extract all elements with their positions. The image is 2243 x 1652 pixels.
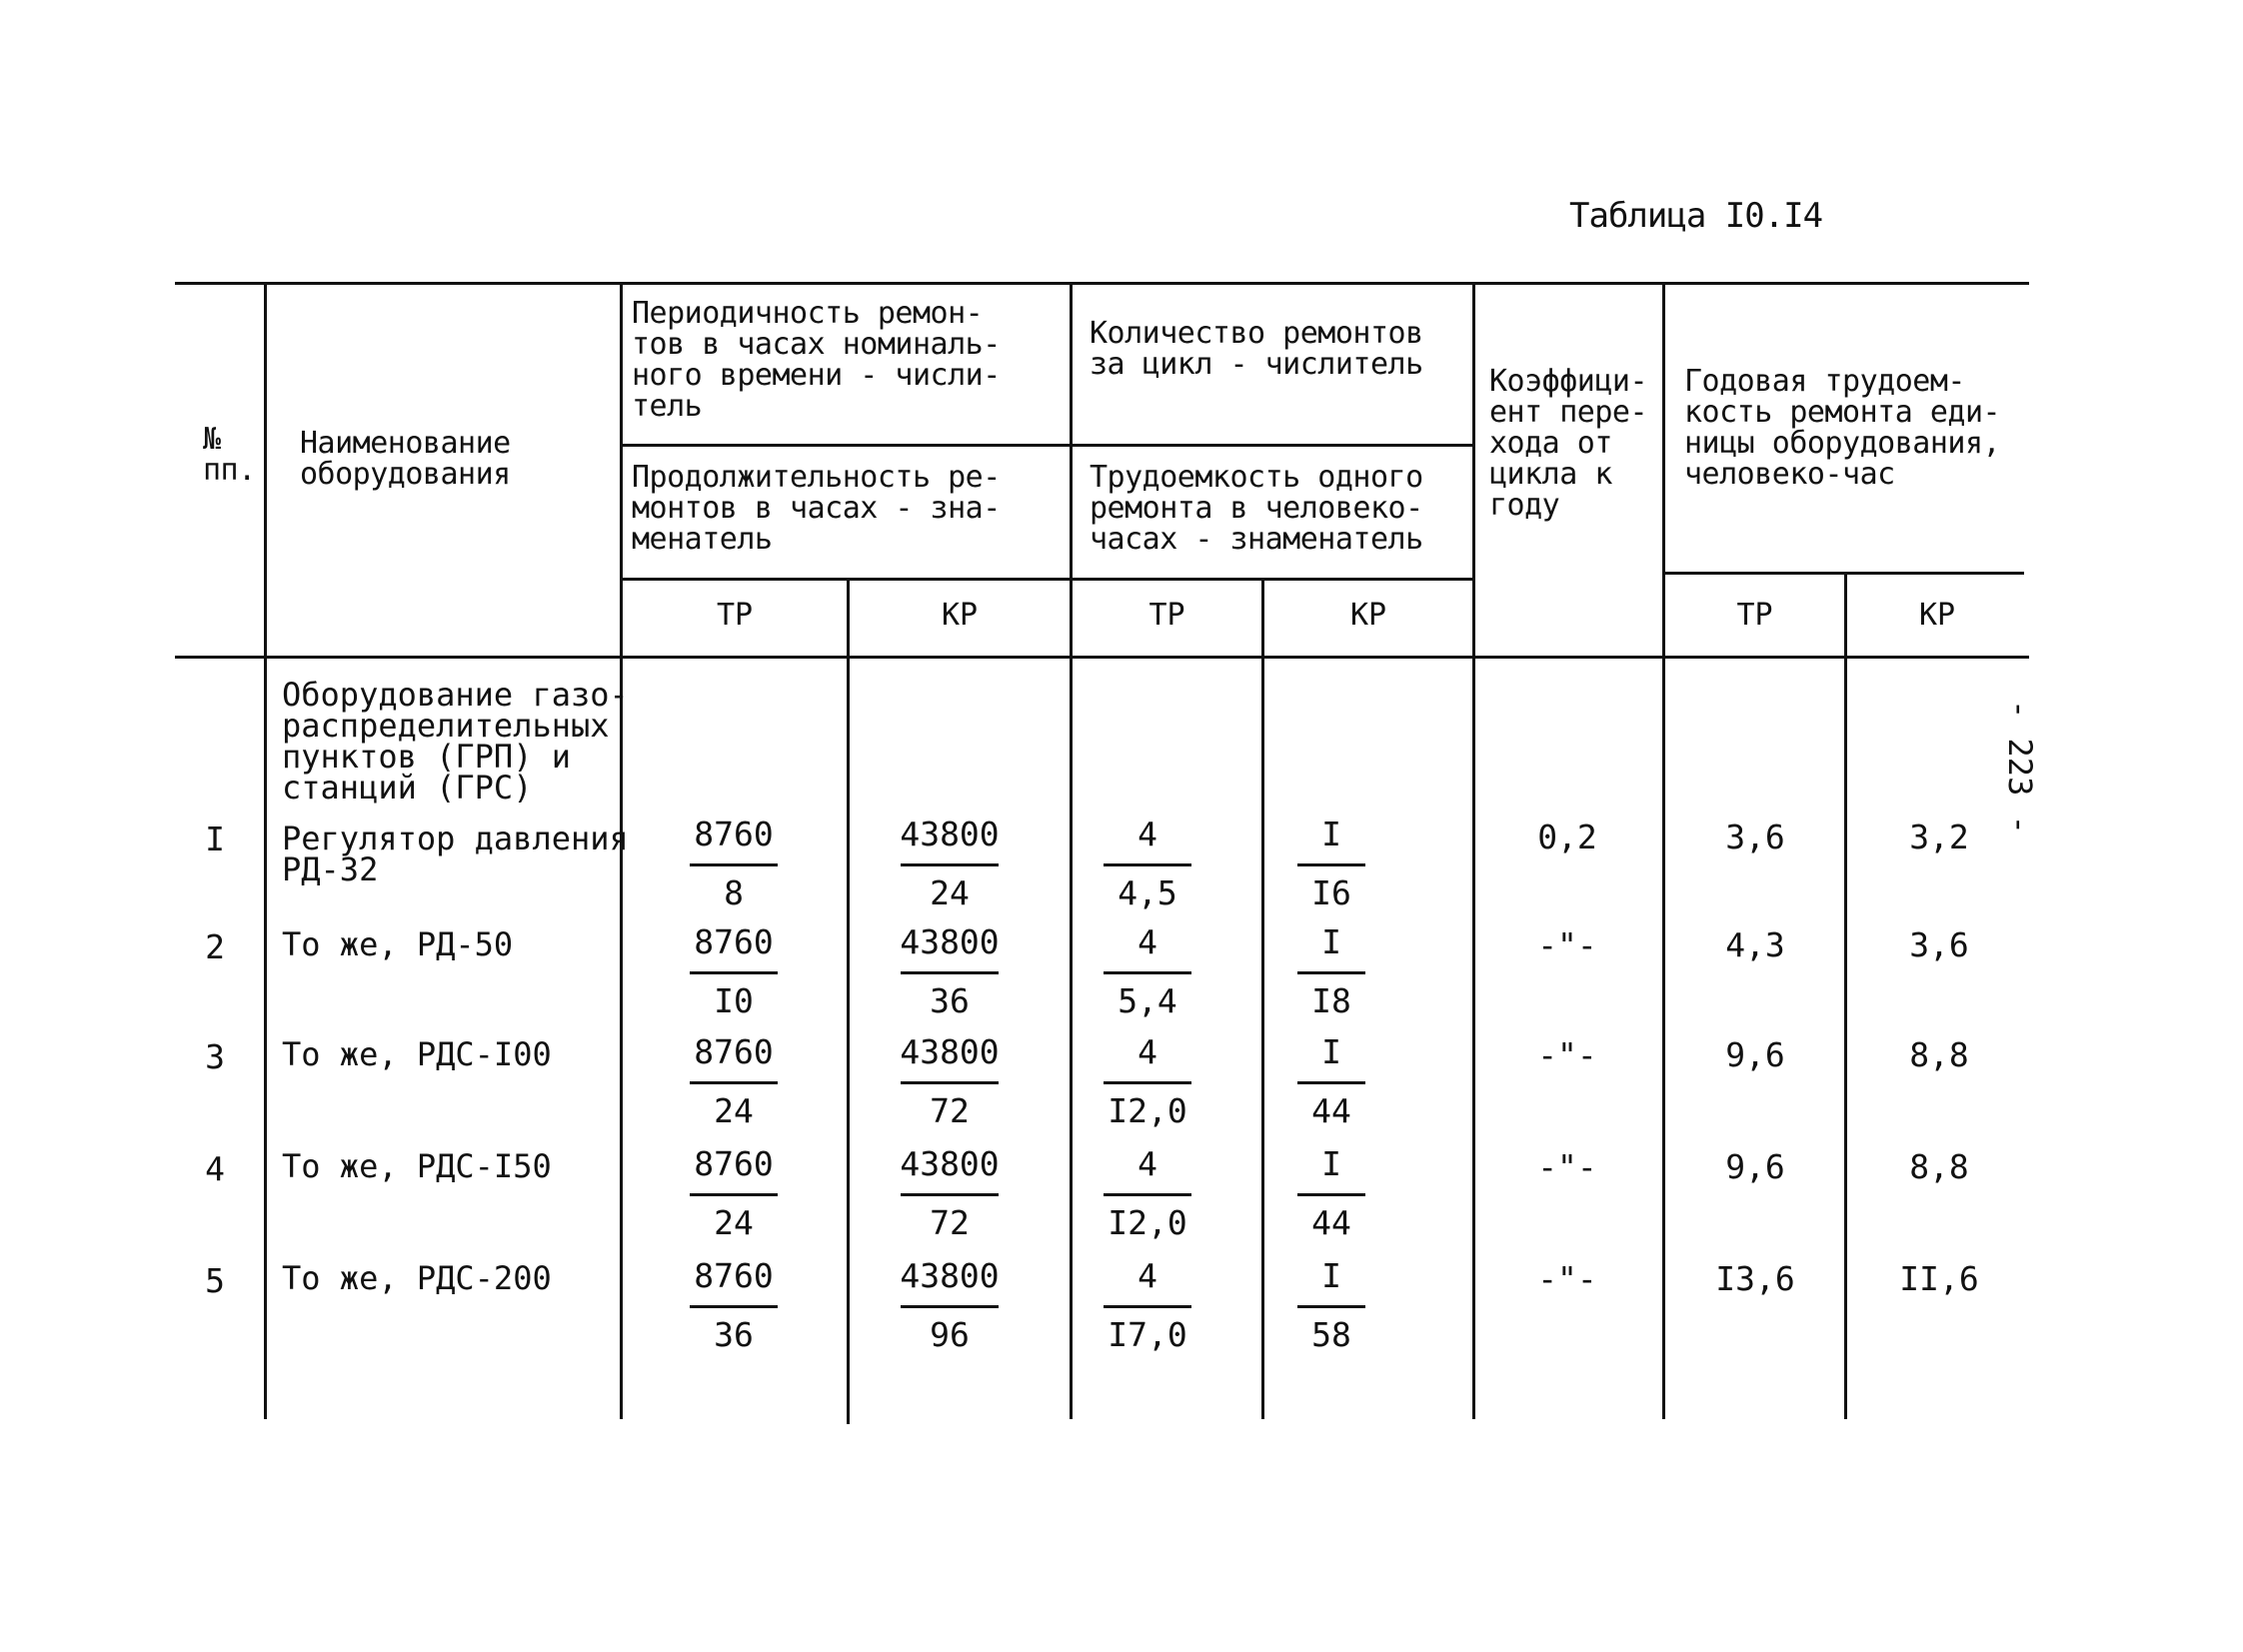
cell-coefficient: -"- — [1537, 1259, 1597, 1298]
row-number: 3 — [205, 1037, 225, 1076]
fraction-count-tr: 4 I2,0 — [1098, 1147, 1197, 1244]
col-rule-5 — [1261, 580, 1264, 1419]
row-number: I — [205, 820, 225, 858]
subheader-count-kr: КР — [1349, 598, 1387, 633]
fraction-periodicity-kr: 43800 24 — [900, 815, 1000, 912]
cell-annual-tr: 9,6 — [1725, 1035, 1785, 1074]
col-rule-4 — [1070, 285, 1073, 1419]
subheader-periodicity-tr: ТР — [716, 598, 754, 633]
col-rule-6 — [1472, 285, 1475, 1419]
row-equipment-name: То же, РДС-I50 — [282, 1147, 552, 1185]
header-repair-count: Количество ремонтов за цикл - числитель — [1090, 316, 1423, 382]
fraction-periodicity-tr: 8760 8 — [684, 818, 784, 914]
fraction-count-kr: I I6 — [1291, 818, 1371, 914]
subheader-count-tr: ТР — [1148, 598, 1185, 633]
col-rule-8 — [1844, 574, 1847, 1419]
cell-annual-tr: 3,6 — [1725, 818, 1785, 856]
header-duration: Продолжительность ре- монтов в часах - зна- менатель — [632, 460, 1001, 557]
fraction-count-tr: 4 4,5 — [1098, 818, 1197, 914]
table-top-rule — [175, 282, 2029, 285]
subheader-periodicity-kr: КР — [941, 598, 979, 633]
row-equipment-name: То же, РДС-I00 — [282, 1035, 552, 1073]
header-annual-labor: Годовая трудоем- кость ремонта еди- ницы оборудования, человеко-час — [1684, 364, 2001, 492]
cell-annual-kr: 3,2 — [1909, 818, 1969, 856]
row-equipment-name: Регулятор давления РД-32 — [282, 820, 629, 888]
fraction-periodicity-tr: 8760 24 — [684, 1035, 784, 1132]
header-periodicity: Периодичность ремон- тов в часах номиналь- ного времени - числи- тель — [632, 296, 1001, 424]
fraction-count-tr: 4 I7,0 — [1098, 1259, 1197, 1356]
cell-coefficient: -"- — [1537, 925, 1597, 964]
cell-annual-kr: II,6 — [1899, 1259, 1979, 1298]
row-equipment-name: То же, РДС-200 — [282, 1259, 552, 1297]
fraction-periodicity-tr: 8760 24 — [684, 1147, 784, 1244]
subheader-annual-tr: ТР — [1736, 598, 1773, 633]
header-transition-coefficient: Коэффици- ент пере- хода от цикла к году — [1489, 364, 1648, 523]
row-number: 5 — [205, 1261, 225, 1300]
cell-annual-kr: 8,8 — [1909, 1035, 1969, 1074]
group-title: Оборудование газо- распределительных пунктов (ГРП) и станций (ГРС) — [282, 676, 629, 807]
cell-annual-tr: 4,3 — [1725, 925, 1785, 964]
fraction-count-tr: 4 I2,0 — [1098, 1035, 1197, 1132]
header-equipment-name: Наименование оборудования — [300, 426, 511, 492]
cell-annual-kr: 8,8 — [1909, 1147, 1969, 1186]
fraction-periodicity-tr: 8760 I0 — [684, 925, 784, 1022]
header-bottom-rule — [175, 656, 2029, 659]
subheader-annual-kr: КР — [1918, 598, 1956, 633]
fraction-periodicity-tr: 8760 36 — [684, 1259, 784, 1356]
col-rule-7 — [1662, 285, 1665, 1419]
fraction-count-kr: I 58 — [1291, 1259, 1371, 1356]
fraction-count-kr: I I8 — [1291, 925, 1371, 1022]
fraction-periodicity-kr: 43800 96 — [900, 1256, 1000, 1354]
header-mid-rule-left — [620, 444, 1474, 447]
fraction-count-tr: 4 5,4 — [1098, 925, 1197, 1022]
header-sub-rule-left — [620, 578, 1474, 581]
cell-annual-kr: 3,6 — [1909, 925, 1969, 964]
cell-annual-tr: 9,6 — [1725, 1147, 1785, 1186]
table-caption: Таблица I0.I4 — [1569, 196, 1823, 236]
header-labor-one-repair: Трудоемкость одного ремонта в человеко- часах - знаменатель — [1090, 460, 1423, 557]
fraction-count-kr: I 44 — [1291, 1147, 1371, 1244]
row-number: 4 — [205, 1149, 225, 1188]
cell-coefficient: 0,2 — [1537, 818, 1597, 856]
page-number: - 223 - — [2001, 700, 2039, 834]
col-rule-3 — [847, 580, 850, 1424]
cell-coefficient: -"- — [1537, 1035, 1597, 1074]
col-rule-1 — [264, 285, 267, 1419]
fraction-count-kr: I 44 — [1291, 1035, 1371, 1132]
fraction-periodicity-kr: 43800 72 — [900, 1144, 1000, 1242]
row-number: 2 — [205, 927, 225, 966]
header-number: № пп. — [203, 422, 256, 488]
cell-annual-tr: I3,6 — [1715, 1259, 1795, 1298]
cell-coefficient: -"- — [1537, 1147, 1597, 1186]
fraction-periodicity-kr: 43800 36 — [900, 922, 1000, 1020]
row-equipment-name: То же, РД-50 — [282, 925, 514, 963]
fraction-periodicity-kr: 43800 72 — [900, 1032, 1000, 1130]
